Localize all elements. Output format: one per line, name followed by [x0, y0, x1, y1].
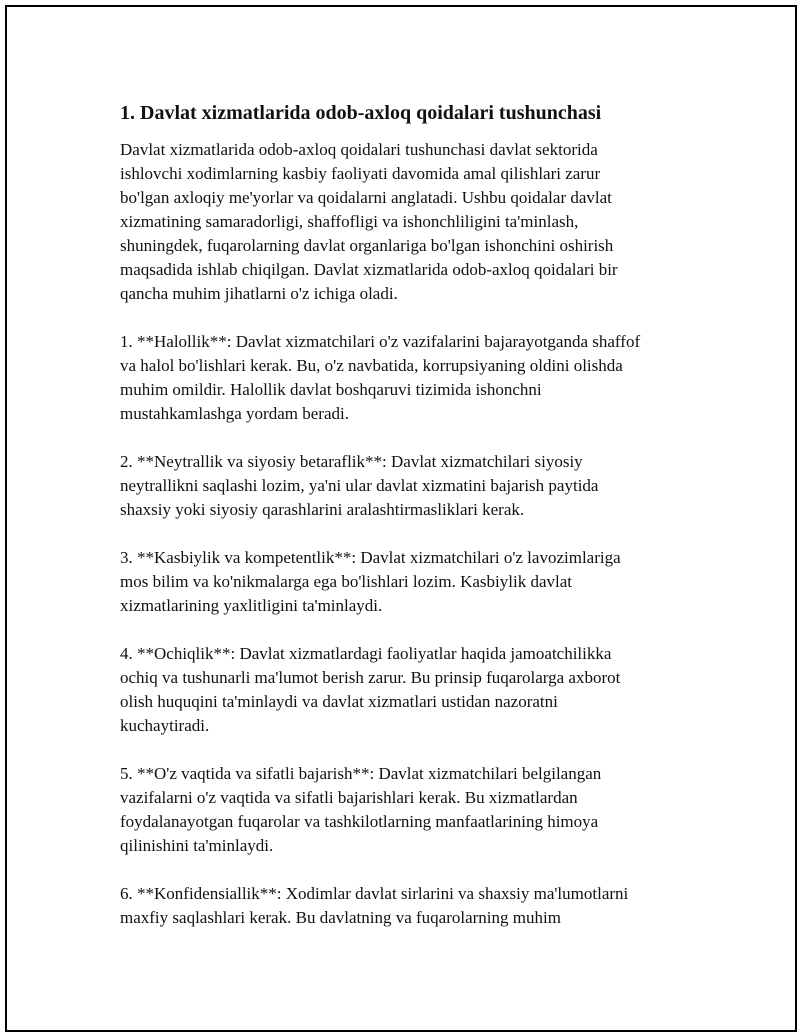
paragraph-halollik: 1. **Halollik**: Davlat xizmatchilari o'z vazifalarini bajarayotganda shaffof va halol bo'lishlari kerak. Bu, o'z navbatida, korrupsiyaning oldini olishda muhim omildir. Halollik davlat boshqaruvi tizimida ishonchni mustahkamlashga yordam beradi. — [120, 332, 641, 423]
paragraph-ochiqlik: 4. **Ochiqlik**: Davlat xizmatlardagi faoliyatlar haqida jamoatchilikka ochiq va tushunarli ma'lumot berish zarur. Bu prinsip fuqarolarga axborot olish huquqini ta'minlaydi va davlat xizmatlari ustidan nazoratni kuchaytiradi. — [120, 644, 621, 735]
page-title: 1. Davlat xizmatlarida odob-axloq qoidalari tushunchasi — [120, 102, 602, 124]
paragraph-neytrallik: 2. **Neytrallik va siyosiy betaraflik**: Davlat xizmatchilari siyosiy neytrallikni saqlashi lozim, ya'ni ular davlat xizmatini bajarish paytida shaxsiy yoki siyosiy qarashlarini aralashtirmasliklari kerak. — [120, 452, 599, 519]
intro-paragraph: Davlat xizmatlarida odob-axloq qoidalari tushunchasi davlat sektorida ishlovchi xodimlarning kasbiy faoliyati davomida amal qilishlari zarur bo'lgan axloqiy me'yorlar va qoidalarni anglatadi. Ushbu qoidalar davlat xizmatining samaradorligi, shaffofligi va ishonchliligini ta'minlash, shuningdek, fuqarolarning davlat organlariga bo'lgan ishonchini oshirish maqsadida ishlab chiqilgan. Davlat xizmatlarida odob-axloq qoidalari bir qancha muhim jihatlarni o'z ichiga oladi. — [120, 140, 618, 303]
paragraph-konfidensiallik: 6. **Konfidensiallik**: Xodimlar davlat sirlarini va shaxsiy ma'lumotlarni maxfiy saqlashlari kerak. Bu davlatning va fuqarolarning muhim — [120, 884, 629, 927]
paragraph-kasbiylik: 3. **Kasbiylik va kompetentlik**: Davlat xizmatchilari o'z lavozimlariga mos bilim va ko'nikmalarga ega bo'lishlari lozim. Kasbiylik davlat xizmatlarining yaxlitligini ta'minlaydi. — [120, 548, 621, 615]
page-frame — [5, 5, 797, 1032]
paragraph-vaqtida-bajarish: 5. **O'z vaqtida va sifatli bajarish**: Davlat xizmatchilari belgilangan vazifalarni o'z vaqtida va sifatli bajarishlari kerak. Bu xizmatlardan foydalanayotgan fuqarolar va tashkilotlarning manfaatlarining himoya qilinishini ta'minlaydi. — [120, 764, 602, 855]
document-body — [120, 100, 700, 954]
